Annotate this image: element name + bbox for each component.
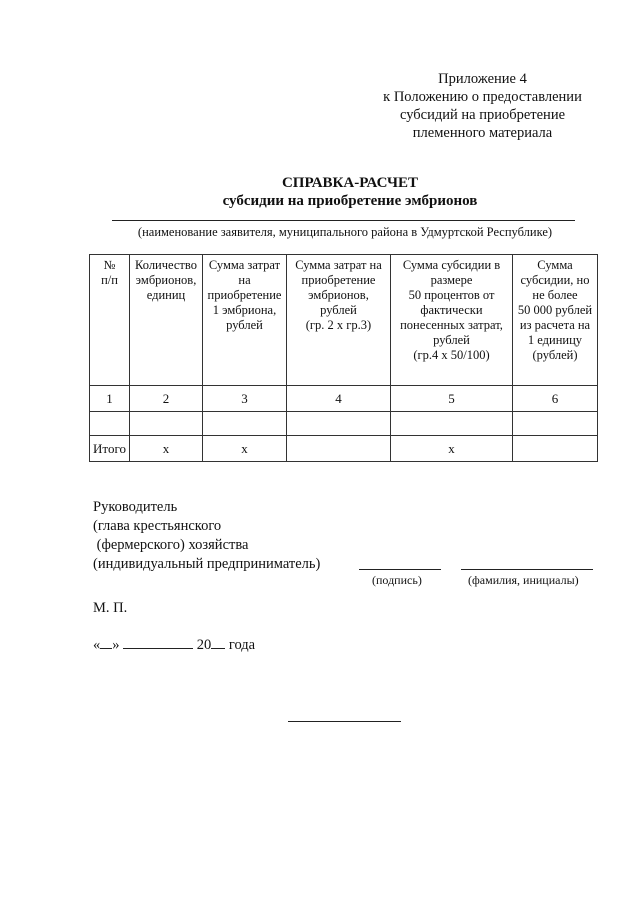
signer-block <box>93 498 320 574</box>
name-caption: (фамилия, инициалы) <box>468 573 579 587</box>
table-cell <box>287 412 391 436</box>
header-cell: Количество эмбрионов, единиц <box>130 255 203 386</box>
year-prefix: 20 <box>196 637 212 653</box>
signer-line: (фермерского) хозяйства <box>93 537 249 553</box>
applicant-caption: (наименование заявителя, муниципального района в Удмуртской Республике) <box>137 225 553 239</box>
signer-line: (глава крестьянского <box>93 518 222 534</box>
column-number-cell: 5 <box>391 386 513 412</box>
table-cell <box>90 412 130 436</box>
date-open-quote: « <box>93 637 101 653</box>
header-cell: Сумма затрат на приобретение 1 эмбриона, рублей <box>203 255 287 386</box>
table-cell <box>130 412 203 436</box>
day-blank <box>100 648 112 649</box>
header-cell: Сумма затрат на приобретение эмбрионов, рублей (гр. 2 х гр.3) <box>287 255 391 386</box>
signer-line: Руководитель <box>93 499 178 515</box>
appendix-header <box>360 70 605 142</box>
name-line <box>461 569 593 570</box>
total-cell: х <box>203 436 287 462</box>
appendix-line: субсидий на приобретение <box>399 107 566 123</box>
date-close-quote: » <box>112 637 120 653</box>
month-blank <box>123 648 193 649</box>
table-row <box>90 412 598 436</box>
header-cell: Сумма субсидии, но не более 50 000 рублей из расчета на 1 единицу (рублей) <box>513 255 598 386</box>
applicant-name-line <box>112 220 575 221</box>
total-cell <box>287 436 391 462</box>
footer-divider <box>288 721 401 722</box>
year-blank <box>211 648 225 649</box>
title-main: СПРАВКА-РАСЧЕТ <box>281 175 419 191</box>
column-number-cell: 2 <box>130 386 203 412</box>
total-cell: х <box>130 436 203 462</box>
calculation-table <box>89 254 598 462</box>
column-number-cell: 1 <box>90 386 130 412</box>
appendix-line: к Положению о предоставлении <box>383 89 582 105</box>
signature-line <box>359 569 441 570</box>
column-number-cell: 4 <box>287 386 391 412</box>
table-column-numbers-row <box>90 386 598 412</box>
year-suffix: года <box>228 637 256 653</box>
column-number-cell: 3 <box>203 386 287 412</box>
document-title <box>0 174 640 210</box>
date-line <box>93 637 255 654</box>
signer-line: (индивидуальный предприниматель) <box>93 556 321 572</box>
header-cell: Сумма субсидии в размере 50 процентов от фактически понесенных затрат, рублей (гр.4 х 50/100) <box>391 255 513 386</box>
total-cell: х <box>391 436 513 462</box>
total-cell <box>513 436 598 462</box>
column-number-cell: 6 <box>513 386 598 412</box>
signature-caption: (подпись) <box>372 573 422 587</box>
table-header-row <box>90 255 598 386</box>
table-cell <box>513 412 598 436</box>
header-cell: № п/п <box>90 255 130 386</box>
table-cell <box>391 412 513 436</box>
appendix-line: Приложение 4 <box>438 71 527 87</box>
stamp-placeholder: М. П. <box>93 600 128 616</box>
title-sub: субсидии на приобретение эмбрионов <box>222 193 478 209</box>
table-cell <box>203 412 287 436</box>
appendix-line: племенного материала <box>412 125 553 141</box>
total-label-cell: Итого <box>90 436 130 462</box>
table-total-row <box>90 436 598 462</box>
